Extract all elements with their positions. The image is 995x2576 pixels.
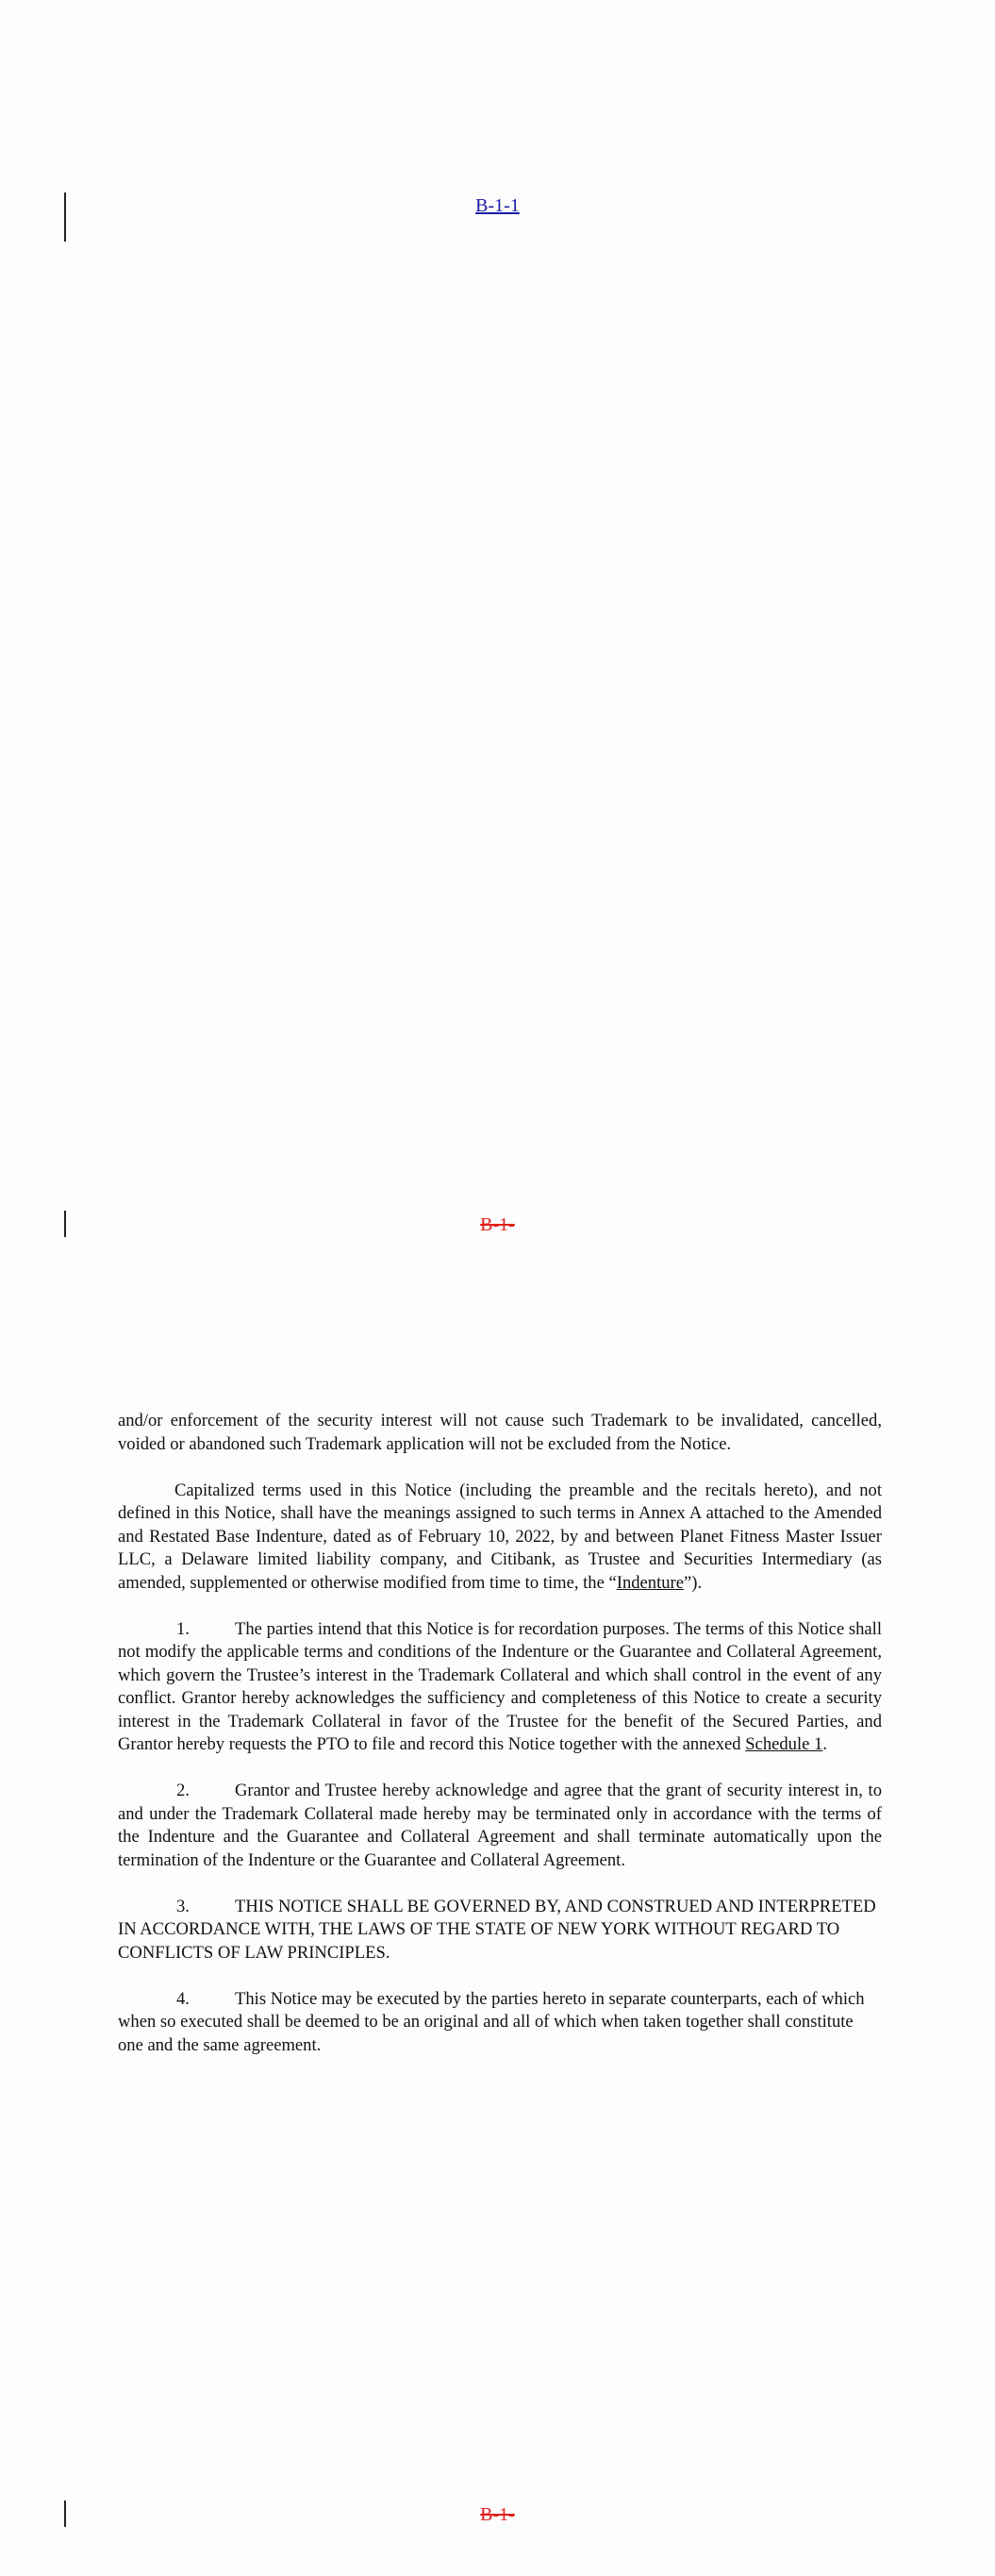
numbered-paragraph-3: [118, 1896, 882, 1965]
deleted-page-number-text: B-1-: [480, 1214, 515, 1235]
numbered-paragraph-2: [118, 1780, 882, 1872]
paragraph-text: THIS NOTICE SHALL BE GOVERNED BY, AND CONSTRUED AND INTERPRETED IN ACCORDANCE WITH, THE LAWS OF THE STATE OF NEW YORK WITHOUT REGARD TO CONFLICTS OF LAW PRINCIPLES.: [118, 1896, 876, 1963]
paragraph-text: This Notice may be executed by the parties hereto in separate counterparts, each of which when so executed shall be deemed to be an original and all of which when taken together shall constitute one and the same agreement.: [118, 1988, 865, 2055]
numbered-paragraph-4: [118, 1988, 882, 2058]
document-body: [118, 1410, 882, 2081]
paragraph-text: The parties intend that this Notice is for recordation purposes. The terms of this Notice shall not modify the applicable terms and conditions of the Indenture or the Guarantee and Collateral Agreement, which govern the Trustee’s interest in the Trademark Collateral and which shall control in the event of any conflict. Grantor hereby acknowledges the sufficiency and completeness of this Notice to create a security interest in the Trademark Collateral in favor of the Trustee for the benefit of the Secured Parties, and Grantor hereby requests the PTO to file and record this Notice together with the annexed: [118, 1618, 882, 1754]
defined-term-indenture: Indenture: [616, 1572, 684, 1593]
paragraph-closing: .: [822, 1734, 827, 1754]
paragraph-number: 4.: [176, 1988, 190, 2009]
definitions-text: Capitalized terms used in this Notice (including the preamble and the recitals hereto), and not defined in this Notice, shall have the meanings assigned to such terms in Annex A attached to the Amended and Restated Base Indenture, dated as of February 10, 2022, by and between Planet Fitness Master Issuer LLC, a Delaware limited liability company, and Citibank, as Trustee and Securities Intermediary (as amended, supplemented or otherwise modified from time to time, the “: [118, 1480, 882, 1593]
paragraph-text: Grantor and Trustee hereby acknowledge and agree that the grant of security interest in, to and under the Trademark Collateral made hereby may be terminated only in accordance with the terms of the Indenture and the Guarantee and Collateral Agreement and shall terminate automatically upon the termination of the Indenture or the Guarantee and Collateral Agreement.: [118, 1781, 882, 1870]
page-number-deleted-middle: [0, 1213, 995, 1236]
deleted-page-number-text: B-1-: [480, 2504, 515, 2525]
paragraph-number: 3.: [176, 1896, 190, 1916]
inserted-page-number-text: B-1-1: [475, 195, 520, 216]
page-number-inserted: [0, 194, 995, 217]
paragraph-number: 1.: [176, 1618, 190, 1639]
numbered-paragraph-1: [118, 1618, 882, 1757]
continuation-paragraph: and/or enforcement of the security interest will not cause such Trademark to be invalidated, cancelled, voided or abandoned such Trademark application will not be excluded from the Notice.: [118, 1411, 882, 1454]
schedule-reference: Schedule 1: [745, 1734, 823, 1754]
paragraph-number: 2.: [176, 1781, 190, 1800]
definitions-paragraph: [118, 1480, 882, 1596]
page-number-deleted-bottom: [0, 2503, 995, 2526]
definitions-closing: ”).: [684, 1572, 703, 1593]
